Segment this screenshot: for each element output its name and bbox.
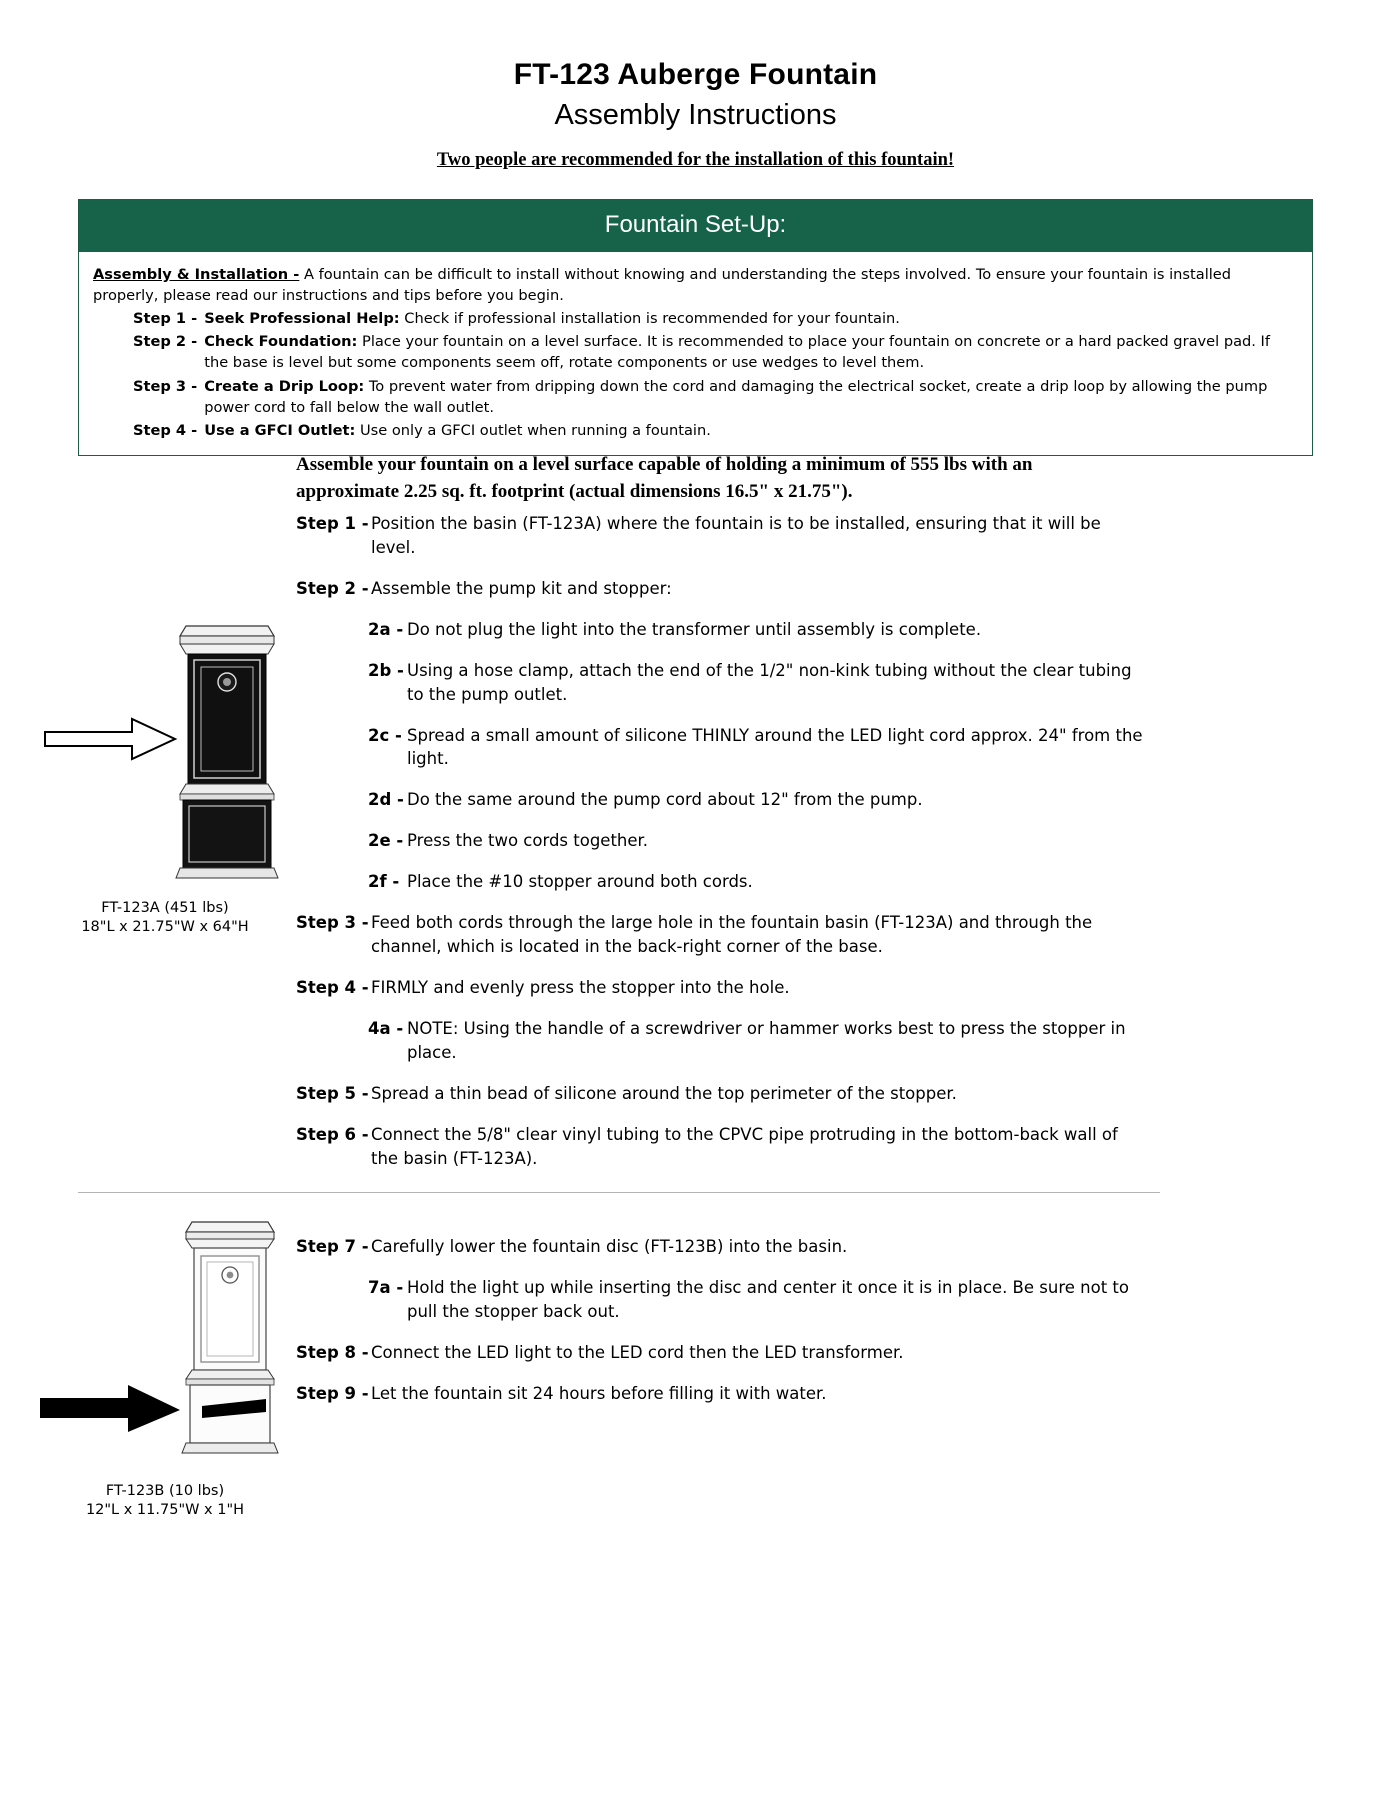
step-number: 2a - [368, 619, 404, 639]
assembly-substep [296, 1017, 1146, 1065]
assembly-step [296, 911, 1146, 959]
figure-caption [40, 1482, 290, 1520]
figure-ft-123a [40, 620, 290, 937]
step-text: Feed both cords through the large hole in the fountain basin (FT-123A) and through the channel, which is located in the back-right corner of the base. [371, 913, 1093, 957]
step-number: Step 1 - [296, 514, 369, 533]
step-text: Hold the light up while inserting the disc and center it once it is in place. Be sure not to pull the stopper back out. [407, 1277, 1129, 1321]
assembly-substep [296, 724, 1146, 772]
assembly-step [296, 1123, 1146, 1171]
setup-step-number: Step 3 - [133, 377, 198, 395]
pointer-arrow-icon [40, 1385, 180, 1432]
installation-note: Two people are recommended for the installation of this fountain! [436, 149, 955, 170]
fountain-setup-box [78, 199, 1313, 456]
assembly-substep [296, 788, 1146, 812]
setup-step-text [204, 420, 1298, 441]
page-subtitle: Assembly Instructions [554, 98, 837, 131]
setup-step-rest: Check if professional installation is recommended for your fountain. [399, 310, 900, 328]
setup-step [93, 308, 1298, 329]
figure-caption-line2: 18"L x 21.75"W x 64"H [81, 918, 249, 935]
assembly-step [296, 1235, 1146, 1259]
step-text: Connect the 5/8" clear vinyl tubing to the CPVC pipe protruding in the bottom-back wall of the basin (FT-123A). [371, 1124, 1118, 1168]
setup-step-number: Step 4 - [133, 421, 198, 439]
fountain-disc-illustration [40, 1218, 290, 1468]
setup-step [93, 420, 1298, 441]
step-text: Press the two cords together. [407, 831, 649, 851]
setup-step-rest: Place your fountain on a level surface. It is recommended to place your fountain on concrete or a hard packed gravel pad. If the base is level but some components seem off, rotate components or use wedges to level them. [204, 333, 1271, 372]
step-number: 2c - [368, 725, 402, 745]
setup-intro-label: Assembly & Installation - [93, 265, 300, 283]
step-text: Assemble the pump kit and stopper: [371, 578, 672, 598]
setup-step [93, 376, 1298, 418]
assembly-step [296, 512, 1146, 560]
step-text: Using a hose clamp, attach the end of the 1/2" non-kink tubing without the clear tubing to the pump outlet. [407, 660, 1132, 704]
setup-box-body [79, 252, 1312, 455]
figure-caption-line2: 12"L x 11.75"W x 1"H [85, 1501, 245, 1518]
step-number: Step 3 - [296, 913, 369, 933]
step-number: 2f - [368, 872, 400, 892]
step-number: 2b - [368, 660, 404, 680]
setup-step-bold: Use a GFCI Outlet: [204, 421, 356, 439]
step-number: 7a - [368, 1277, 404, 1297]
figure-caption [40, 899, 290, 937]
step-text: Do the same around the pump cord about 12" from the pump. [407, 790, 923, 810]
step-text: FIRMLY and evenly press the stopper into the hole. [371, 977, 790, 997]
pointer-arrow-icon [45, 719, 175, 759]
step-number: Step 6 - [296, 1124, 369, 1144]
setup-step-text [204, 331, 1298, 373]
assembly-step [296, 1382, 1146, 1406]
setup-step-number: Step 2 - [133, 333, 198, 351]
step-number: Step 5 - [296, 1083, 369, 1103]
assembly-substep [296, 659, 1146, 707]
step-number: Step 9 - [296, 1383, 369, 1403]
assembly-step [296, 577, 1146, 601]
assembly-steps-part1 [296, 512, 1146, 1188]
setup-step-number: Step 1 - [133, 310, 198, 328]
setup-intro [93, 264, 1298, 306]
assembly-lead-paragraph: Assemble your fountain on a level surface capable of holding a minimum of 555 lbs with an approximate 2.25 sq. ft. footprint (actual dimensions 16.5" x 21.75"). [296, 454, 1033, 502]
setup-step-rest: To prevent water from dripping down the cord and damaging the electrical socket, create a drip loop by allowing the pump power cord to fall below the wall outlet. [204, 377, 1268, 416]
document-header [0, 0, 1391, 171]
setup-step [93, 331, 1298, 373]
assembly-step [296, 976, 1146, 1000]
setup-step-text [204, 308, 1298, 329]
step-text: Do not plug the light into the transformer until assembly is complete. [407, 619, 982, 639]
step-text: Place the #10 stopper around both cords. [407, 872, 753, 892]
figure-caption-line1: FT-123A (451 lbs) [101, 899, 229, 916]
assembly-step [296, 1082, 1146, 1106]
step-text: Spread a thin bead of silicone around the top perimeter of the stopper. [371, 1083, 957, 1103]
assembly-steps-part2 [296, 1235, 1146, 1423]
assembly-substep [296, 618, 1146, 642]
step-number: Step 7 - [296, 1237, 369, 1256]
step-text: Spread a small amount of silicone THINLY around the LED light cord approx. 24" from the light. [407, 725, 1143, 769]
step-text: Position the basin (FT-123A) where the fountain is to be installed, ensuring that it will be level. [371, 514, 1101, 557]
assembly-substep [296, 829, 1146, 853]
setup-box-heading: Fountain Set-Up: [79, 200, 1312, 252]
step-number: 2e - [368, 831, 404, 851]
step-text: Let the fountain sit 24 hours before filling it with water. [371, 1383, 827, 1403]
setup-step-text [204, 376, 1298, 418]
page-title: FT-123 Auberge Fountain [513, 58, 878, 91]
step-text: NOTE: Using the handle of a screwdriver or hammer works best to press the stopper in place. [407, 1018, 1126, 1062]
assembly-substep [296, 870, 1146, 894]
step-number: Step 8 - [296, 1342, 369, 1362]
assembly-substep [296, 1276, 1146, 1324]
setup-step-bold: Check Foundation: [204, 333, 358, 351]
step-number: Step 2 - [296, 578, 369, 598]
step-number: 4a - [368, 1018, 404, 1038]
setup-step-bold: Create a Drip Loop: [204, 377, 365, 395]
step-number: Step 4 - [296, 977, 369, 997]
setup-intro-text: A fountain can be difficult to install without knowing and understanding the steps involved. To ensure your fountain is installed properly, please read our instructions and tips before you begin. [93, 265, 1232, 304]
assembly-step [296, 1341, 1146, 1365]
fountain-basin-illustration [40, 620, 290, 885]
step-text: Connect the LED light to the LED cord then the LED transformer. [371, 1342, 904, 1362]
setup-step-bold: Seek Professional Help: [204, 310, 400, 328]
step-number: 2d - [368, 790, 404, 810]
figure-ft-123b [40, 1218, 290, 1520]
section-divider [78, 1192, 1160, 1193]
figure-caption-line1: FT-123B (10 lbs) [105, 1482, 225, 1499]
step-text: Carefully lower the fountain disc (FT-123B) into the basin. [371, 1237, 848, 1256]
setup-step-rest: Use only a GFCI outlet when running a fountain. [355, 421, 711, 439]
